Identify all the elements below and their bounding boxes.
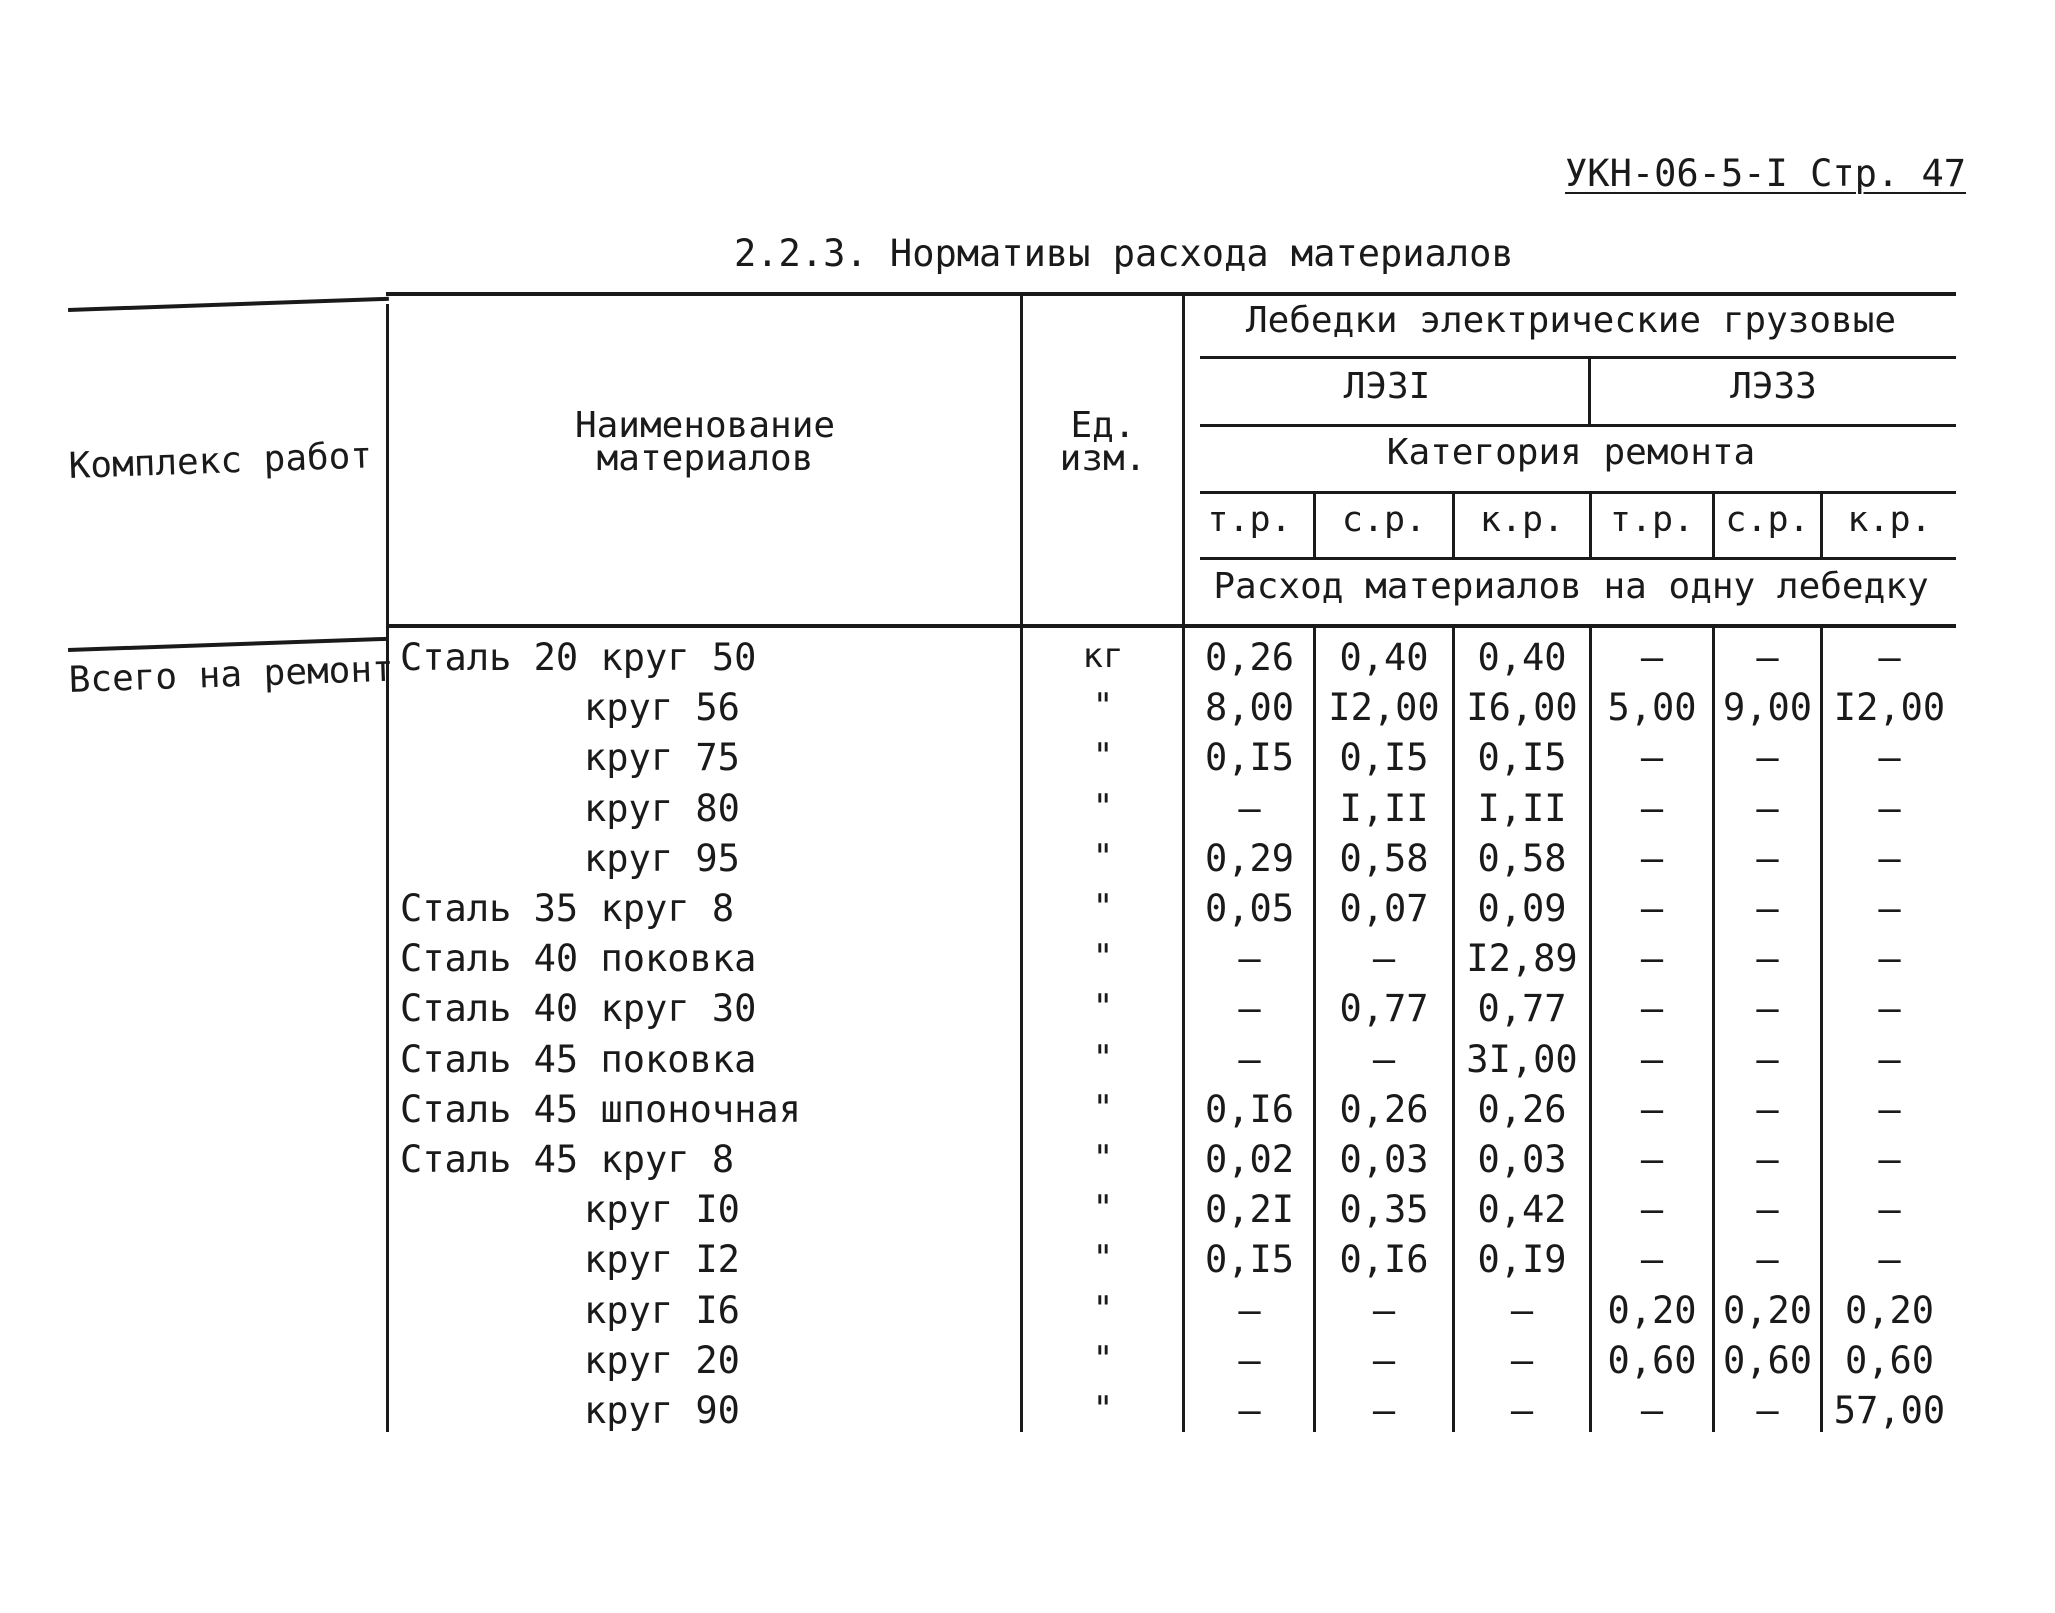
value-cell: 0,26 xyxy=(1204,636,1295,679)
rule-under-group xyxy=(1200,356,1956,359)
value-cell: – xyxy=(1238,787,1261,830)
value-cell: 0,I6 xyxy=(1204,1088,1295,1131)
value-cell: 9,00 xyxy=(1722,686,1813,729)
model-header-1: ЛЭ3I xyxy=(1343,366,1431,407)
value-cell: – xyxy=(1756,1038,1779,1081)
value-cell: 0,40 xyxy=(1477,636,1567,679)
material-name: Сталь 20 круг 50 xyxy=(400,636,757,679)
rule-under-models xyxy=(1200,424,1956,427)
material-name: круг 56 xyxy=(584,686,740,729)
value-cell: 8,00 xyxy=(1204,686,1295,729)
value-cell: – xyxy=(1878,987,1901,1030)
material-name: круг I6 xyxy=(584,1289,740,1332)
value-cell: 0,07 xyxy=(1339,887,1429,930)
material-name: Сталь 45 круг 8 xyxy=(400,1138,735,1181)
subcol-kr-2: к.р. xyxy=(1847,500,1932,540)
material-unit: " xyxy=(1092,686,1114,726)
section-title: 2.2.3. Нормативы расхода материалов xyxy=(734,232,1514,275)
value-cell: – xyxy=(1756,1088,1779,1131)
value-cell: I6,00 xyxy=(1466,686,1578,729)
value-cell: 0,60 xyxy=(1722,1339,1813,1382)
value-cell: – xyxy=(1756,736,1779,779)
value-cell: – xyxy=(1640,1188,1664,1231)
value-cell: 0,03 xyxy=(1339,1138,1429,1181)
material-name: круг I0 xyxy=(584,1188,740,1231)
value-cell: – xyxy=(1640,837,1664,880)
material-unit: " xyxy=(1092,937,1114,977)
value-cell: 0,42 xyxy=(1477,1188,1567,1231)
value-cell: – xyxy=(1640,937,1664,980)
value-cell: – xyxy=(1640,1088,1664,1131)
complex-value: Всего на ремонт xyxy=(68,648,395,701)
material-name: круг 80 xyxy=(584,787,740,830)
material-unit: " xyxy=(1092,1238,1114,1278)
material-name: круг 95 xyxy=(584,837,740,880)
value-cell: – xyxy=(1756,987,1779,1030)
value-cell: – xyxy=(1756,837,1779,880)
material-unit: " xyxy=(1092,1088,1114,1128)
value-cell: 0,I5 xyxy=(1204,736,1295,779)
value-cell: – xyxy=(1372,1289,1396,1332)
table-top-rule-left xyxy=(68,297,389,312)
value-cell: – xyxy=(1372,1339,1396,1382)
value-cell: 0,I5 xyxy=(1204,1238,1295,1281)
value-cell: 3I,00 xyxy=(1466,1038,1578,1081)
value-cell: – xyxy=(1756,887,1779,930)
material-unit: " xyxy=(1092,1038,1114,1078)
value-cell: 0,77 xyxy=(1339,987,1429,1030)
value-cell: 0,20 xyxy=(1844,1289,1935,1332)
group-header: Лебедки электрические грузовые xyxy=(1245,300,1897,341)
rule-under-subcols xyxy=(1200,557,1956,560)
value-cell: 0,40 xyxy=(1339,636,1429,679)
value-cell: – xyxy=(1238,1339,1261,1382)
material-unit: " xyxy=(1092,837,1114,877)
column-header-name-line1: Наименование xyxy=(574,405,836,446)
value-cell: I2,00 xyxy=(1328,686,1440,729)
value-cell: – xyxy=(1756,1238,1779,1281)
value-cell: – xyxy=(1238,1289,1261,1332)
value-cell: 0,20 xyxy=(1722,1289,1813,1332)
value-cell: 0,29 xyxy=(1204,837,1295,880)
value-cell: – xyxy=(1640,1238,1664,1281)
value-cell: – xyxy=(1878,636,1901,679)
value-cell: – xyxy=(1756,937,1779,980)
value-cell: 0,I5 xyxy=(1339,736,1429,779)
material-unit: " xyxy=(1092,736,1114,776)
subcol-sr-2: с.р. xyxy=(1725,500,1810,540)
value-cell: 0,35 xyxy=(1339,1188,1429,1231)
column-header-name xyxy=(390,405,1020,479)
value-cell: 0,2I xyxy=(1204,1188,1295,1231)
value-cell: 0,I5 xyxy=(1477,736,1567,779)
value-cell: – xyxy=(1756,787,1779,830)
value-cell: – xyxy=(1878,787,1901,830)
category-header: Категория ремонта xyxy=(1386,432,1756,473)
material-name: Сталь 40 поковка xyxy=(400,937,757,980)
material-name: круг 75 xyxy=(584,736,740,779)
value-cell: – xyxy=(1372,1038,1396,1081)
material-name: круг 20 xyxy=(584,1339,740,1382)
value-cell: 0,I9 xyxy=(1477,1238,1567,1281)
value-cell: – xyxy=(1756,636,1779,679)
material-name: круг I2 xyxy=(584,1238,740,1281)
value-cell: – xyxy=(1878,1238,1901,1281)
value-cell: 0,26 xyxy=(1477,1088,1567,1131)
value-cell: – xyxy=(1510,1289,1534,1332)
consumption-header: Расход материалов на одну лебедку xyxy=(1213,566,1929,607)
vrule-unit-values xyxy=(1182,292,1185,1432)
material-name: Сталь 35 круг 8 xyxy=(400,887,735,930)
value-cell: – xyxy=(1640,1038,1664,1081)
value-cell: – xyxy=(1878,837,1901,880)
value-cell: – xyxy=(1238,987,1261,1030)
value-cell: – xyxy=(1510,1389,1534,1432)
subcol-sr-1: с.р. xyxy=(1341,500,1427,540)
material-unit: кг xyxy=(1082,636,1124,676)
value-cell: – xyxy=(1238,937,1261,980)
material-name: Сталь 45 шпоночная xyxy=(400,1088,801,1131)
value-cell: 0,58 xyxy=(1339,837,1429,880)
value-cell: 0,26 xyxy=(1339,1088,1429,1131)
vrule-name-unit xyxy=(1020,292,1023,1432)
table-top-rule xyxy=(386,292,1956,296)
value-cell: – xyxy=(1878,1038,1901,1081)
value-cell: 0,02 xyxy=(1204,1138,1295,1181)
value-cell: 0,03 xyxy=(1477,1138,1567,1181)
value-cell: 57,00 xyxy=(1833,1389,1946,1432)
value-cell: I,II xyxy=(1339,787,1429,830)
model-header-2: ЛЭ33 xyxy=(1730,366,1817,407)
value-cell: – xyxy=(1238,1389,1261,1432)
column-header-unit-line1: Ед. xyxy=(1070,405,1136,446)
value-cell: 0,58 xyxy=(1477,837,1567,880)
value-cell: 0,20 xyxy=(1607,1289,1697,1332)
subcol-tr-1: т.р. xyxy=(1207,500,1292,540)
material-unit: " xyxy=(1092,1289,1114,1329)
value-cell: – xyxy=(1878,1138,1901,1181)
value-cell: I2,00 xyxy=(1833,686,1946,729)
material-name: Сталь 45 поковка xyxy=(400,1038,757,1081)
value-cell: 5,00 xyxy=(1607,686,1697,729)
material-name: Сталь 40 круг 30 xyxy=(400,987,757,1030)
value-cell: – xyxy=(1640,1389,1664,1432)
column-header-name-line2: материалов xyxy=(596,438,814,479)
value-cell: – xyxy=(1878,736,1901,779)
material-name: круг 90 xyxy=(584,1389,740,1432)
value-cell: I,II xyxy=(1477,787,1567,830)
column-header-unit-line2: изм. xyxy=(1059,438,1147,479)
value-cell: – xyxy=(1238,1038,1261,1081)
value-cell: – xyxy=(1372,1389,1396,1432)
value-cell: – xyxy=(1640,1138,1664,1181)
value-cell: – xyxy=(1640,636,1664,679)
value-cell: – xyxy=(1878,1188,1901,1231)
value-cell: 0,I6 xyxy=(1339,1238,1429,1281)
value-cell: – xyxy=(1756,1389,1779,1432)
value-cell: 0,77 xyxy=(1477,987,1567,1030)
value-cell: – xyxy=(1756,1188,1779,1231)
value-cell: – xyxy=(1640,736,1664,779)
value-cell: 0,60 xyxy=(1844,1339,1935,1382)
material-unit: " xyxy=(1092,1389,1114,1429)
value-cell: I2,89 xyxy=(1466,937,1578,980)
subcol-tr-2: т.р. xyxy=(1609,500,1695,540)
value-cell: – xyxy=(1640,787,1664,830)
column-header-unit xyxy=(1024,405,1182,479)
material-unit: " xyxy=(1092,1188,1114,1228)
subcol-kr-1: к.р. xyxy=(1479,500,1565,540)
value-cell: – xyxy=(1878,1088,1901,1131)
value-cell: – xyxy=(1878,937,1901,980)
value-cell: – xyxy=(1372,937,1396,980)
material-unit: " xyxy=(1092,887,1114,927)
value-cell: 0,05 xyxy=(1204,887,1295,930)
material-unit: " xyxy=(1092,1339,1114,1379)
value-cell: 0,60 xyxy=(1607,1339,1697,1382)
column-header-complex: Комплекс работ xyxy=(68,435,373,487)
material-unit: " xyxy=(1092,987,1114,1027)
value-cell: – xyxy=(1510,1339,1534,1382)
value-cell: – xyxy=(1640,887,1664,930)
value-cell: – xyxy=(1878,887,1901,930)
material-unit: " xyxy=(1092,1138,1114,1178)
value-cell: 0,09 xyxy=(1477,887,1567,930)
document-reference: УКН-06-5-I Стр. 47 xyxy=(1565,152,1966,195)
value-cell: – xyxy=(1640,987,1664,1030)
value-cell: – xyxy=(1756,1138,1779,1181)
header-bottom-rule xyxy=(386,624,1956,628)
material-unit: " xyxy=(1092,787,1114,827)
vrule-complex-name xyxy=(386,304,389,1432)
